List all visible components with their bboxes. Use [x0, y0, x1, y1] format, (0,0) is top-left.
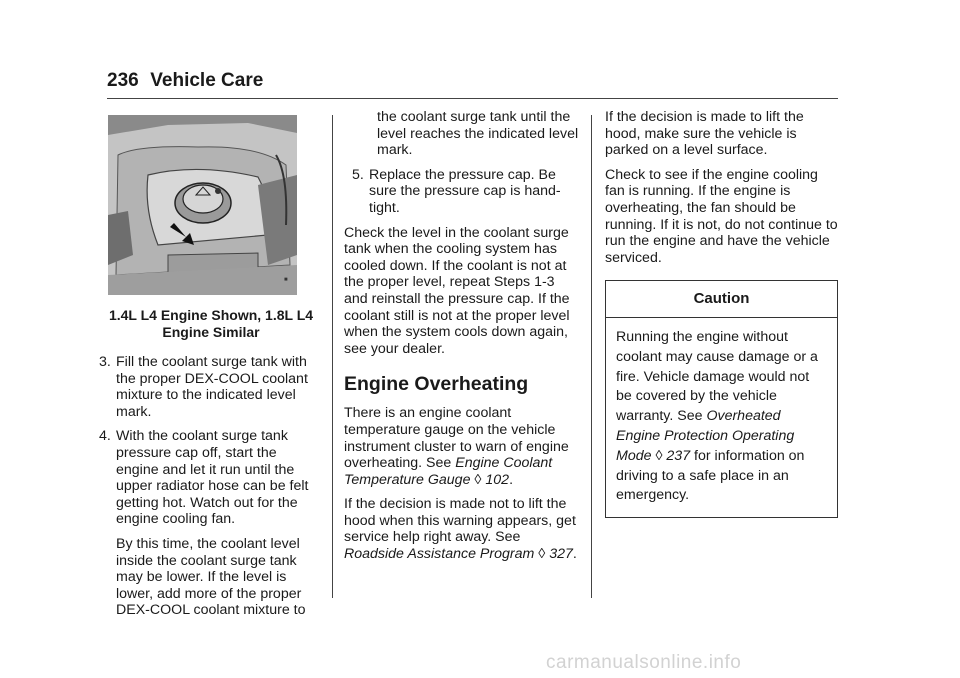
caption-line-1: 1.4L L4 Engine Shown, 1.8L L4	[108, 307, 314, 323]
column-2	[344, 109, 580, 571]
arrow-circle-icon: ◊	[655, 447, 663, 464]
step-text: With the coolant surge tank pressure cap off, start the engine and let it run until the upper radiator hose can be felt getting hot. Watch out for the engine cooling fan.	[116, 428, 309, 528]
header-rule	[107, 98, 838, 99]
caption-line-2: Engine Similar	[162, 324, 260, 340]
gauge-page-ref[interactable]: 102	[485, 471, 510, 488]
step-4	[99, 428, 323, 528]
roadside-ref-link[interactable]: Roadside Assistance Program	[344, 546, 535, 563]
step-4-continuation: By this time, the coolant level inside the coolant surge tank may be lower. If the level is lower, add more of the proper DEX-COOL coolant mixture to	[116, 535, 306, 619]
column-1	[99, 115, 323, 627]
no-lift-text: If the decision is made not to lift the hood when this warning appears, get service help right away. See	[344, 496, 576, 546]
arrow-circle-icon: ◊	[538, 546, 546, 563]
engine-coolant-figure	[108, 115, 297, 295]
fan-paragraph: Check to see if the engine cooling fan is running. If the engine is overheating, the fan should be running. If it is not, do not continue to run the engine and have the vehicle serviced.	[605, 166, 838, 266]
step-text: Replace the pressure cap. Be sure the pressure cap is hand-tight.	[369, 166, 561, 216]
page-number: 236	[107, 70, 139, 91]
check-level-paragraph: Check the level in the coolant surge tank when the cooling system has cooled down. If the coolant is not at the proper level, repeat Steps 1-3 and reinstall the pressure cap. If the coolant still is not at the proper level when the system cools down again, see your dealer.	[344, 224, 570, 357]
figure-caption	[99, 307, 323, 341]
caution-tail: for information on driving to a safe place in an emergency.	[616, 447, 805, 504]
step-5	[352, 167, 580, 217]
engine-illustration	[108, 115, 297, 295]
caution-page-ref[interactable]: 237	[666, 447, 691, 464]
svg-text:■: ■	[284, 277, 288, 283]
column-3	[605, 109, 838, 518]
step-3	[99, 354, 323, 420]
caution-ref-link[interactable]: Overheated Engine Protection Operating Mode	[616, 408, 795, 464]
caution-body	[606, 318, 837, 517]
no-lift-paragraph: If the decision is made not to lift the hood when this warning appears, get service help right away. See Roadside Assistance Program ◊ 327.	[344, 496, 577, 563]
step-text: Fill the coolant surge tank with the proper DEX-COOL coolant mixture to the indicated level mark.	[116, 354, 308, 420]
caution-text: Running the engine without coolant may cause damage or a fire. Vehicle damage would not be covered by the vehicle warranty. See	[616, 328, 818, 425]
lift-hood-paragraph: If the decision is made to lift the hood, make sure the vehicle is parked on a level surface.	[605, 109, 804, 159]
step-number: 4.	[99, 428, 111, 445]
gauge-text: There is an engine coolant temperature gauge on the vehicle instrument cluster to warn of engine overheating. See	[344, 405, 569, 472]
section-heading: Engine Overheating	[344, 373, 529, 396]
caution-box	[605, 280, 838, 518]
section-title: Vehicle Care	[150, 70, 264, 91]
watermark: carmanualsonline.info	[546, 652, 742, 673]
gauge-paragraph: There is an engine coolant temperature gauge on the vehicle instrument cluster to warn of engine overheating. See Engine Coolant Temperature Gauge ◊ 102.	[344, 405, 569, 488]
step-number: 5.	[352, 166, 364, 183]
page-header	[107, 70, 263, 92]
caution-title: Caution	[606, 281, 837, 318]
step-4-continuation-2: the coolant surge tank until the level reaches the indicated level mark.	[377, 109, 579, 159]
column-divider-2	[591, 115, 592, 598]
gauge-ref-link[interactable]: Engine Coolant Temperature Gauge	[344, 455, 553, 488]
arrow-circle-icon: ◊	[474, 471, 482, 488]
roadside-page-ref[interactable]: 327	[549, 546, 573, 563]
column-divider-1	[332, 115, 333, 598]
step-number: 3.	[99, 354, 111, 370]
